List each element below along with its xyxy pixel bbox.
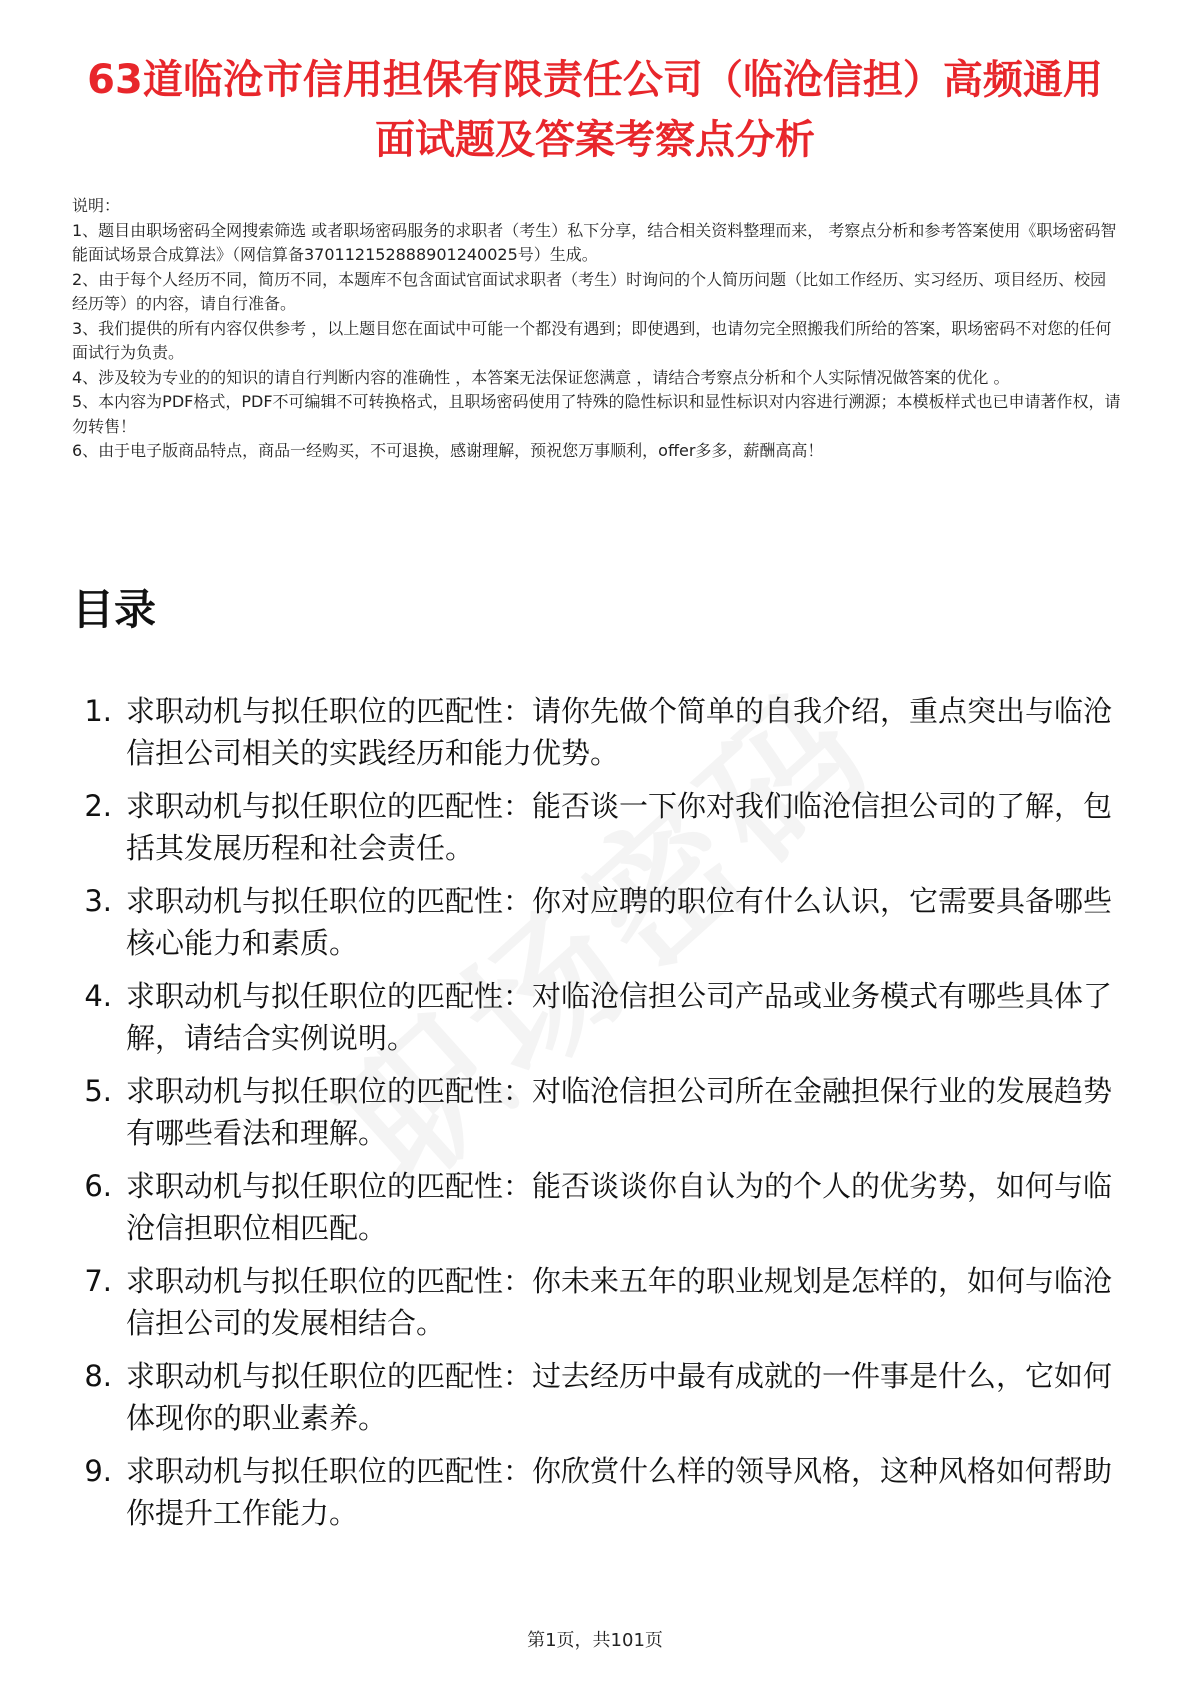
toc-item[interactable] (72, 690, 1112, 774)
note-item: 2、由于每个人经历不同，简历不同，本题库不包含面试官面试求职者（考生）时询问的个人简历问题（比如工作经历、实习经历、项目经历、校园经历等）的内容，请自行准备。 (72, 269, 1107, 313)
toc-item-text: 求职动机与拟任职位的匹配性：你未来五年的职业规划是怎样的，如何与临沧信担公司的发展相结合。 (126, 1264, 1113, 1340)
toc-list (72, 690, 1112, 1545)
toc-item-text: 求职动机与拟任职位的匹配性：能否谈谈你自认为的个人的优劣势，如何与临沧信担职位相匹配。 (126, 1169, 1113, 1245)
toc-item-text: 求职动机与拟任职位的匹配性：你对应聘的职位有什么认识，它需要具备哪些核心能力和素质。 (126, 884, 1113, 960)
toc-item-number: 9. (84, 1454, 112, 1488)
toc-item-number: 8. (84, 1359, 112, 1393)
toc-item-number: 5. (84, 1074, 112, 1108)
toc-item[interactable] (72, 1450, 1112, 1534)
note-item: 6、由于电子版商品特点，商品一经购买，不可退换，感谢理解，预祝您万事顺利，offer多多，薪酬高高！ (72, 441, 824, 460)
toc-item-text: 求职动机与拟任职位的匹配性：对临沧信担公司产品或业务模式有哪些具体了解，请结合实例说明。 (126, 979, 1113, 1055)
toc-item-text: 求职动机与拟任职位的匹配性：能否谈一下你对我们临沧信担公司的了解，包括其发展历程和社会责任。 (126, 789, 1113, 865)
toc-item-number: 7. (84, 1264, 112, 1298)
note-item: 5、本内容为PDF格式，PDF不可编辑不可转换格式，且职场密码使用了特殊的隐性标识和显性标识对内容进行溯源；本模板样式也已申请著作权，请勿转售！ (72, 392, 1121, 436)
toc-item[interactable] (72, 785, 1112, 869)
note-item: 4、涉及较为专业的的知识的请自行判断内容的准确性 ，本答案无法保证您满意 ，请结合考察点分析和个人实际情况做答案的优化 。 (72, 367, 1010, 387)
toc-item-number: 4. (84, 979, 112, 1013)
note-item: 3、我们提供的所有内容仅供参考 ，以上题目您在面试中可能一个都没有遇到；即使遇到，也请勿完全照搬我们所给的答案，职场密码不对您的任何面试行为负责。 (72, 318, 1112, 362)
toc-item-text: 求职动机与拟任职位的匹配性：请你先做个简单的自我介绍，重点突出与临沧信担公司相关的实践经历和能力优势。 (126, 694, 1113, 770)
note-item: 1、题目由职场密码全网搜索筛选 或者职场密码服务的求职者（考生）私下分享，结合相关资料整理而来， 考察点分析和参考答案使用《职场密码智能面试场景合成算法》（网信算备370112152888901240025号）生成。 (72, 220, 1117, 264)
toc-item-number: 2. (84, 789, 112, 823)
toc-item[interactable] (72, 1165, 1112, 1249)
toc-item[interactable] (72, 1355, 1112, 1439)
toc-item[interactable] (72, 975, 1112, 1059)
notes-heading: 说明： (72, 196, 121, 215)
toc-item-text: 求职动机与拟任职位的匹配性：你欣赏什么样的领导风格，这种风格如何帮助你提升工作能力。 (126, 1454, 1113, 1530)
toc-item-text: 求职动机与拟任职位的匹配性：过去经历中最有成就的一件事是什么，它如何体现你的职业素养。 (126, 1359, 1113, 1435)
toc-item-number: 3. (84, 884, 112, 918)
toc-item[interactable] (72, 880, 1112, 964)
toc-item[interactable] (72, 1260, 1112, 1344)
document-title: 63道临沧市信用担保有限责任公司（临沧信担）高频通用面试题及答案考察点分析 (87, 57, 1103, 163)
page-number: 第1页，共101页 (527, 1630, 663, 1651)
toc-item-number: 1. (84, 694, 112, 728)
toc-heading: 目录 (72, 585, 157, 634)
notes-section (72, 194, 1122, 464)
toc-item-number: 6. (84, 1169, 112, 1203)
toc-item-text: 求职动机与拟任职位的匹配性：对临沧信担公司所在金融担保行业的发展趋势有哪些看法和理解。 (126, 1074, 1113, 1150)
toc-item[interactable] (72, 1070, 1112, 1154)
